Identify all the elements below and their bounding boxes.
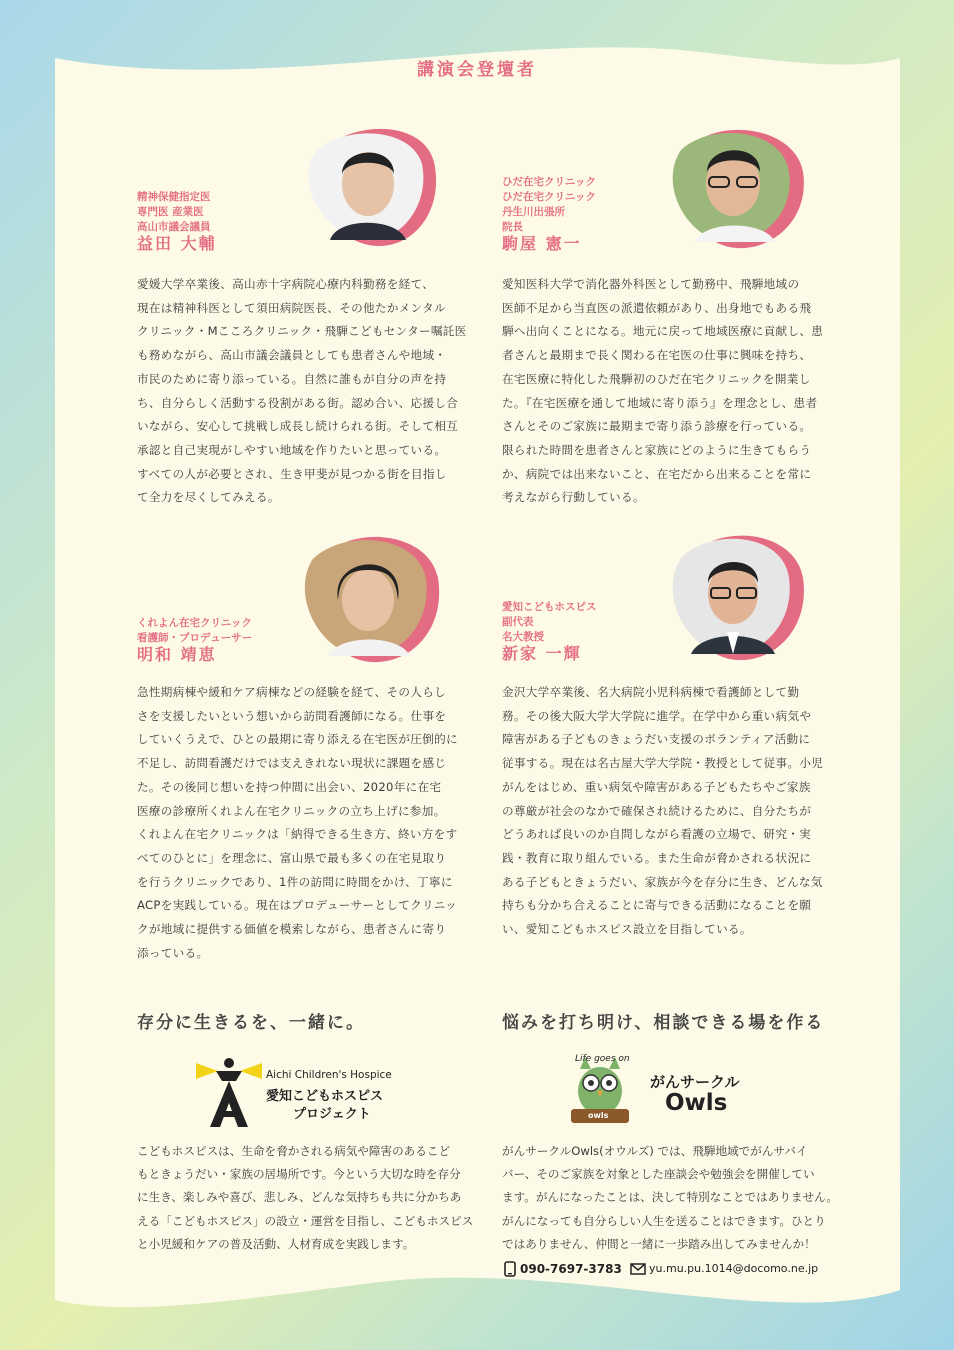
speaker-3-bio [137,681,458,965]
owls-text-line: ではありません、仲間と一緒に一歩踏み出してみませんか！ [502,1236,816,1251]
bio-line: 市民のために寄り添っている。自然に誰もが自分の声を持 [137,371,447,386]
bio-line: 限られた時間を患者さんと家族にどのように生きてもらう [502,442,812,457]
speaker-4-role-3: 名大教授 [502,631,544,643]
hospice-text-line: に生き、楽しみや喜び、悲しみ、どんな気持ちも共に分かちあ [137,1190,462,1205]
page-title: 講演会登壇者 [417,60,537,80]
speaker-2-role-2: ひだ在宅クリニック [502,191,596,203]
bio-line: していくうえで、ひとの最期に寄り添える在宅医が圧倒的に [137,732,458,747]
owls-logo-tag: Life goes on [575,1054,630,1064]
bio-line: 践・教育に取り組んでいる。また生命が脅かされる状況に [502,850,812,865]
owls-text-line: がんになっても自分らしい人生を送ることはできます。ひとり [502,1213,826,1228]
speaker-1-role-1: 精神保健指定医 [137,191,211,203]
bio-line: どうあれば良いのか自問しながら看護の立場で、研究・実 [502,827,812,842]
bio-line: 医師不足から当直医の派遣依頼があり、出身地でもある飛 [502,300,812,315]
bio-line: すべての人が必要とされ、生き甲斐が見つかる街を目指し [137,466,447,481]
speaker-2-role-3: 丹生川出張所 [502,206,565,218]
bio-line: いながら、安心して挑戦し成長し続けられる街。そして相互 [137,419,459,434]
bio-line: も務めながら、高山市議会議員としても患者さんや地域・ [137,348,447,363]
bio-line: さを支援したいという想いから訪問看護師になる。仕事を [137,708,447,723]
bio-line: 考えながら行動している。 [502,490,645,505]
speaker-4-role-1: 愛知こどもホスピス [502,601,597,613]
bio-line: クが地域に提供する価値を模索しながら、患者さんに寄り [137,922,447,937]
speaker-photo-1 [302,122,442,250]
owls-text [502,1140,838,1256]
bio-line: 障害がある子どものきょうだい支援のボランティア活動に [502,732,811,747]
hospice-text-line: える「こどもホスピス」の設立・運営を目指し、こどもホスピス [137,1213,474,1228]
bio-line: 現在は精神科医として須田病院医長、その他たかメンタル [137,300,446,315]
hospice-logo-jp1: 愛知こどもホスピス [266,1089,384,1104]
speaker-2-name: 駒屋 憲一 [502,234,582,253]
bio-line: くれよん在宅クリニックは「納得できる生き方、終い方をす [137,827,458,842]
speaker-photo-2 [665,122,810,252]
hospice-logo-icon [196,1057,262,1129]
bio-line: い、愛知こどもホスピス設立を目指している。 [502,922,752,937]
bio-line: 承認と自己実現がしやすい地域を作りたいと思っている。 [137,442,447,457]
speaker-2-role-1: ひだ在宅クリニック [502,176,596,188]
mail-icon [630,1263,646,1275]
owls-logo-sign: owls [588,1111,609,1120]
owls-text-line: がんサークルOwls(オウルズ) では、飛騨地域でがんサバイ [502,1144,808,1158]
owls-text-line: バー、そのご家族を対象とした座談会や勉強会を開催してい [502,1167,815,1182]
phone-icon [503,1261,517,1277]
bio-line: ち、自分らしく活動する役割がある街。認め合い、応援し合 [137,395,459,410]
speaker-4-name: 新家 一輝 [502,644,582,663]
speaker-1-name: 益田 大輔 [137,234,217,253]
speaker-2-role-4: 院長 [502,221,523,233]
speaker-3-role-1: くれよん在宅クリニック [137,617,252,629]
hospice-heading: 存分に生きるを、一緒に。 [137,1013,365,1033]
speaker-4-bio [502,681,823,942]
bio-line: ある子どもときょうだい、家族が今を存分に生き、どんな気 [502,874,823,889]
bio-line: を行うクリニックであり、1件の訪問に時間をかけ、丁寧に [137,874,453,889]
bio-line: 医療の診療所くれよん在宅クリニックの立ち上げに参加。 [137,803,446,818]
owls-heading: 悩みを打ち明け、相談できる場を作る [502,1013,825,1033]
bio-line: た。その後同じ想いを持つ仲間に出会い、2020年に在宅 [137,779,442,794]
speaker-photo-4 [665,528,810,664]
speaker-4-role-2: 副代表 [502,616,534,628]
bio-line: 者さんと最期まで長く関わる在宅医の仕事に興味を持ち、 [502,348,812,363]
speaker-2-header [502,175,596,251]
hospice-text-line: と小児緩和ケアの普及活動、人材育成を実践します。 [137,1236,415,1251]
speaker-1-header [137,190,217,251]
speaker-3-role-2: 看護師・プロデューサー [137,632,253,644]
speaker-3-name: 明和 靖恵 [137,645,217,664]
speaker-1-bio [137,273,467,510]
bio-line: 従事する。現在は名古屋大学大学院・教授として従事。小児 [502,756,824,771]
hospice-text [137,1140,473,1256]
speaker-4-header [502,600,597,661]
bio-line: て全力を尽くしてみえる。 [137,490,280,505]
bio-line: た。『在宅医療を通して地域に寄り添う』を理念とし、患者 [502,395,818,410]
hospice-logo-jp2: プロジェクト [293,1107,371,1122]
phone-number[interactable]: 090-7697-3783 [520,1262,622,1276]
speaker-2-bio [502,273,823,510]
owls-logo-en: Owls [665,1090,728,1116]
bio-line: ACPを実践している。現在はプロデューサーとしてクリニッ [137,898,458,913]
bio-line: 持ちも分かち合えることに寄与できる活動になることを願 [502,898,812,913]
bio-line: 金沢大学卒業後、名大病院小児科病棟で看護師として勤 [502,685,800,699]
hospice-text-line: もときょうだい・家族の居場所です。今という大切な時を存分 [137,1167,461,1182]
bio-line: 騨へ出向くことになる。地元に戻って地域医療に貢献し、患 [502,324,824,339]
speaker-1-role-3: 高山市議会議員 [137,221,211,233]
owls-logo-jp: がんサークル [650,1073,740,1091]
bio-line: がんをはじめ、重い病気や障害がある子どもたちやご家族 [502,779,811,794]
speaker-1-role-2: 専門医 産業医 [137,206,204,218]
bio-line: 不足し、訪問看護だけでは支えきれない現状に課題を感じ [137,756,447,771]
bio-line: さんとそのご家族に最期まで寄り添う診療を行っている。 [502,419,812,434]
bio-line: 添っている。 [137,945,209,960]
bio-line: べてのひとに」を理念に、富山県で最も多くの在宅見取り [137,850,447,865]
email-address[interactable]: yu.mu.pu.1014@docomo.ne.jp [649,1262,819,1275]
speaker-3-header [137,616,252,662]
bio-line: クリニック・Mこころクリニック・飛騨こどもセンター嘱託医 [137,324,467,339]
bio-line: 務。その後大阪大学大学院に進学。在学中から重い病気や [502,708,812,723]
speaker-photo-3 [300,530,445,666]
hospice-text-line: こどもホスピスは、生命を脅かされる病気や障害のあるこど [137,1144,451,1158]
bio-line: 急性期病棟や緩和ケア病棟などの経験を経て、その人らし [137,685,447,699]
owls-text-line: ます。がんになったことは、決して特別なことではありません。 [502,1190,838,1205]
bio-line: 愛知医科大学で消化器外科医として勤務中、飛騨地域の [502,277,800,291]
bio-line: の尊厳が社会のなかで確保され続けるために、自分たちが [502,803,812,818]
bio-line: か、病院では出来ないこと、在宅だから出来ることを常に [502,466,812,481]
bio-line: 在宅医療に特化した飛騨初のひだ在宅クリニックを開業し [502,371,811,386]
bio-line: 愛媛大学卒業後、高山赤十字病院心療内科勤務を経て、 [137,277,435,291]
hospice-logo-en: Aichi Children's Hospice [266,1069,392,1081]
